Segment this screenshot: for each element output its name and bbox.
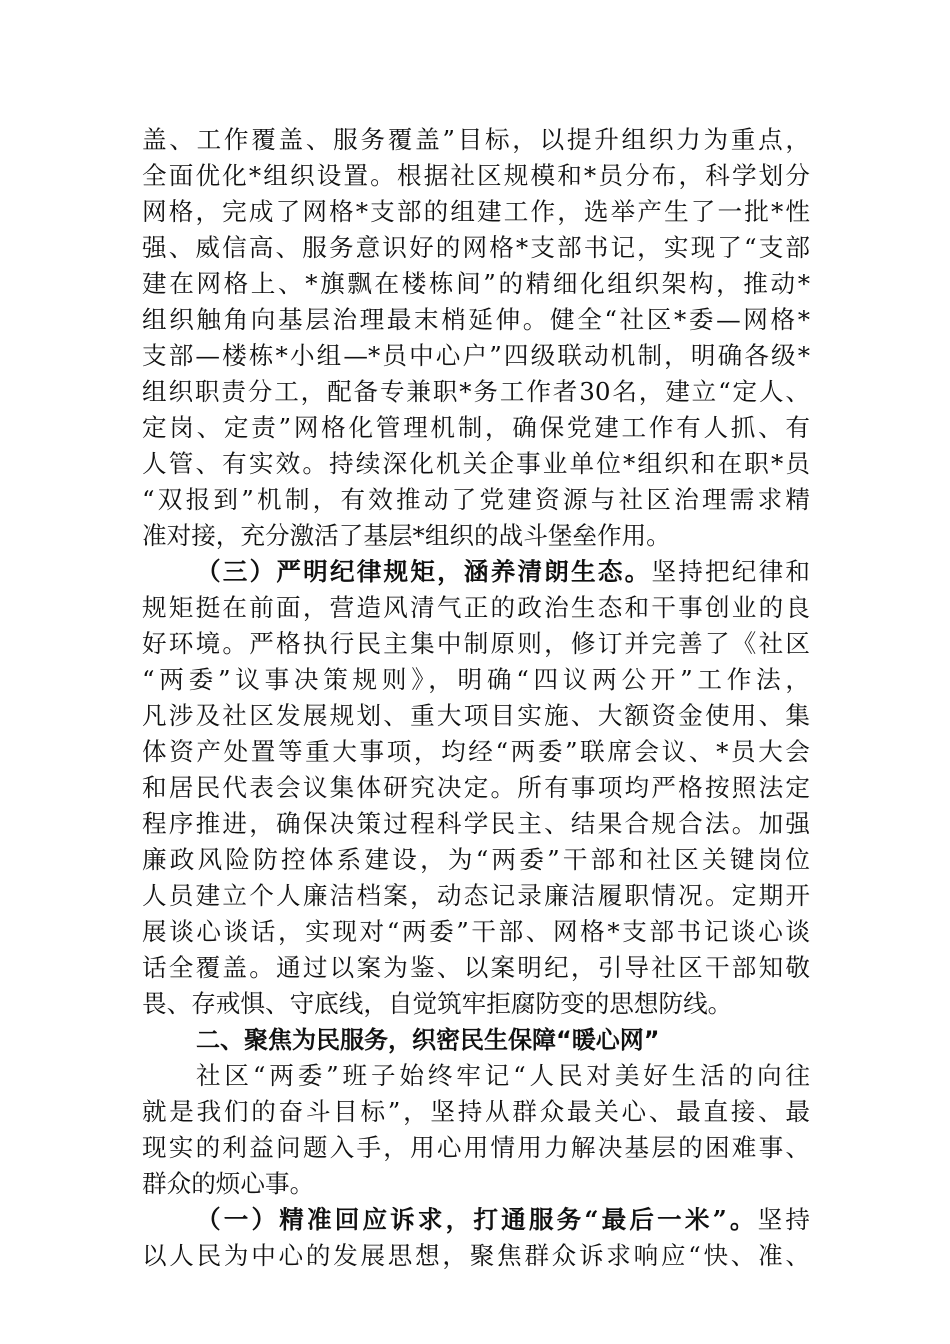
subsection-line: [196, 1202, 810, 1238]
text-line: 就是我们的奋斗目标”，坚持从群众最关心、最直接、最: [142, 1097, 810, 1126]
text-line: 现实的利益问题入手，用心用情用力解决基层的困难事、: [142, 1133, 810, 1162]
text-line: 畏、存戒惧、守底线，自觉筑牢拒腐防变的思想防线。: [142, 989, 733, 1018]
text-line: 人管、有实效。持续深化机关企事业单位*组织和在职*员: [142, 449, 810, 478]
text-line: 强、威信高、服务意识好的网格*支部书记，实现了“支部: [142, 233, 810, 262]
text-line: 凡涉及社区发展规划、重大项目实施、大额资金使用、集: [142, 701, 810, 730]
text-line: 准对接，充分激活了基层*组织的战斗堡垒作用。: [142, 521, 671, 550]
text-line: 和居民代表会议集体研究决定。所有事项均严格按照法定: [142, 773, 810, 802]
text-line: “双报到”机制，有效推动了党建资源与社区治理需求精: [142, 485, 810, 514]
text-line: 展谈心谈话，实现对“两委”干部、网格*支部书记谈心谈: [142, 917, 810, 946]
text-line: 廉政风险防控体系建设，为“两委”干部和社区关键岗位: [142, 845, 810, 874]
section-heading: 二、聚焦为民服务，织密民生保障“暖心网”: [196, 1026, 660, 1054]
text-line: 组织触角向基层治理最末梢延伸。健全“社区*委—网格*: [142, 305, 810, 334]
subsection-line: [196, 554, 810, 590]
subsection-title: （三）严明纪律规矩，涵养清朗生态。: [196, 557, 652, 586]
subsection-text: 坚持把纪律和: [651, 557, 810, 586]
text-line: 人员建立个人廉洁档案，动态记录廉洁履职情况。定期开: [142, 881, 810, 910]
subsection-title: （一）精准回应诉求，打通服务“最后一米”。: [196, 1205, 758, 1234]
text-line: 支部—楼栋*小组—*员中心户”四级联动机制，明确各级*: [142, 341, 810, 370]
text-line: 好环境。严格执行民主集中制原则，修订并完善了《社区: [142, 629, 810, 658]
text-line: 群众的烦心事。: [142, 1169, 315, 1198]
text-line: 社区“两委”班子始终牢记“人民对美好生活的向往: [196, 1061, 810, 1090]
text-line: 以人民为中心的发展思想，聚焦群众诉求响应“快、准、: [142, 1241, 810, 1270]
text-line: 规矩挺在前面，营造风清气正的政治生态和干事创业的良: [142, 593, 810, 622]
text-line: 话全覆盖。通过以案为鉴、以案明纪，引导社区干部知敬: [142, 953, 810, 982]
text-line: 建在网格上、*旗飘在楼栋间”的精细化组织架构，推动*: [142, 269, 810, 298]
text-line: 组织职责分工，配备专兼职*务工作者30名，建立“定人、: [142, 377, 810, 406]
subsection-text: 坚持: [757, 1205, 810, 1234]
text-line: “两委”议事决策规则》，明确“四议两公开”工作法，: [142, 665, 810, 694]
text-line: 定岗、定责”网格化管理机制，确保党建工作有人抓、有: [142, 413, 810, 442]
text-line: 全面优化*组织设置。根据社区规模和*员分布，科学划分: [142, 161, 810, 190]
text-line: 网格，完成了网格*支部的组建工作，选举产生了一批*性: [142, 197, 810, 226]
text-line: 程序推进，确保决策过程科学民主、结果合规合法。加强: [142, 809, 810, 838]
text-line: 盖、工作覆盖、服务覆盖”目标，以提升组织力为重点，: [142, 125, 810, 154]
text-line: 体资产处置等重大事项，均经“两委”联席会议、*员大会: [142, 737, 810, 766]
